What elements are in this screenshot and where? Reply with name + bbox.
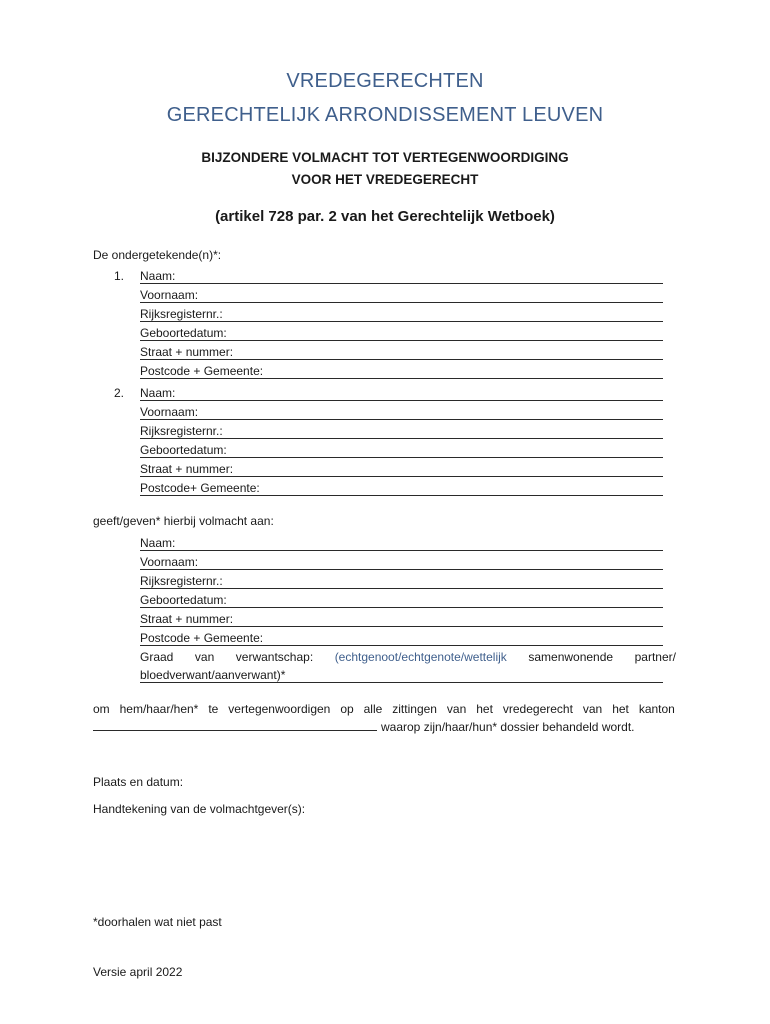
person-1-birthdate-row bbox=[140, 326, 663, 342]
representation-word: van bbox=[446, 702, 467, 716]
representation-word: te bbox=[208, 702, 219, 716]
person-1-firstname-row bbox=[140, 288, 663, 304]
representation-line2 bbox=[93, 720, 635, 734]
relationship-word: partner/ bbox=[634, 650, 676, 664]
field-label: Voornaam: bbox=[140, 405, 202, 419]
field-label: Naam: bbox=[140, 386, 179, 400]
proxy-registry-row bbox=[140, 574, 663, 590]
court-title: VREDEGERECHTEN bbox=[286, 70, 484, 92]
legal-article-reference: (artikel 728 par. 2 van het Gerechtelijk Wetboek) bbox=[215, 208, 555, 225]
place-date-label: Plaats en datum: bbox=[93, 775, 184, 789]
canton-field[interactable] bbox=[93, 720, 377, 731]
relationship-word: van bbox=[194, 650, 215, 664]
proxy-name-row bbox=[140, 536, 663, 552]
field-label: Geboortedatum: bbox=[140, 443, 231, 457]
proxy-postcode-row bbox=[140, 631, 663, 647]
field-label: Straat + nummer: bbox=[140, 345, 237, 359]
representation-word: alle bbox=[363, 702, 383, 716]
person-2-registry-row bbox=[140, 424, 663, 440]
field-label: Rijksregisternr.: bbox=[140, 574, 227, 588]
representation-word: van bbox=[582, 702, 603, 716]
registry-number-field[interactable] bbox=[140, 588, 663, 589]
relationship-word: Graad bbox=[140, 650, 174, 664]
undersigned-intro: De ondergetekende(n)*: bbox=[93, 248, 222, 262]
proxy-intro: geeft/geven* hierbij volmacht aan: bbox=[93, 514, 274, 528]
birthdate-field[interactable] bbox=[140, 340, 663, 341]
firstname-field[interactable] bbox=[140, 569, 663, 570]
postcode-field[interactable] bbox=[140, 495, 663, 496]
representation-word: zittingen bbox=[392, 702, 437, 716]
field-label: Postcode + Gemeente: bbox=[140, 631, 267, 645]
field-label: Straat + nummer: bbox=[140, 612, 237, 626]
firstname-field[interactable] bbox=[140, 302, 663, 303]
field-label: Naam: bbox=[140, 269, 179, 283]
firstname-field[interactable] bbox=[140, 419, 663, 420]
birthdate-field[interactable] bbox=[140, 607, 663, 608]
field-label: Postcode + Gemeente: bbox=[140, 364, 267, 378]
representation-word: het bbox=[476, 702, 493, 716]
field-label: Straat + nummer: bbox=[140, 462, 237, 476]
representation-word: vredegerecht bbox=[502, 702, 573, 716]
field-label: Rijksregisternr.: bbox=[140, 307, 227, 321]
relationship-word: verwantschap: bbox=[235, 650, 314, 664]
document-subtitle-line1: BIJZONDERE VOLMACHT TOT VERTEGENWOORDIGING bbox=[201, 150, 569, 165]
representation-tail: waarop zijn/haar/hun* dossier behandeld wordt. bbox=[381, 720, 635, 734]
person-2-name-row bbox=[114, 386, 663, 402]
relationship-line bbox=[140, 650, 676, 664]
representation-word: vertegenwoordigen bbox=[228, 702, 331, 716]
signature-label: Handtekening van de volmachtgever(s): bbox=[93, 802, 306, 816]
person-number: 1. bbox=[114, 269, 125, 283]
person-1-registry-row bbox=[140, 307, 663, 323]
district-title: GERECHTELIJK ARRONDISSEMENT LEUVEN bbox=[166, 104, 604, 126]
name-field[interactable] bbox=[140, 283, 663, 284]
postcode-field[interactable] bbox=[140, 378, 663, 379]
name-field[interactable] bbox=[140, 400, 663, 401]
birthdate-field[interactable] bbox=[140, 457, 663, 458]
representation-word: om bbox=[93, 702, 110, 716]
representation-word: het bbox=[612, 702, 629, 716]
representation-word: kanton bbox=[638, 702, 675, 716]
version-label: Versie april 2022 bbox=[93, 965, 183, 979]
postcode-field[interactable] bbox=[140, 645, 663, 646]
relationship-line2 bbox=[140, 668, 663, 684]
field-label: Voornaam: bbox=[140, 555, 202, 569]
registry-number-field[interactable] bbox=[140, 438, 663, 439]
person-2-firstname-row bbox=[140, 405, 663, 421]
relationship-continuation: bloedverwant/aanverwant)* bbox=[140, 668, 289, 682]
field-label: Postcode+ Gemeente: bbox=[140, 481, 264, 495]
person-2-street-row bbox=[140, 462, 663, 478]
field-label: Rijksregisternr.: bbox=[140, 424, 227, 438]
field-label: Geboortedatum: bbox=[140, 326, 231, 340]
field-label: Voornaam: bbox=[140, 288, 202, 302]
person-2-postcode-row bbox=[140, 481, 663, 497]
proxy-firstname-row bbox=[140, 555, 663, 571]
relationship-options[interactable]: (echtgenoot/echtgenote/wettelijk bbox=[334, 650, 507, 664]
person-number: 2. bbox=[114, 386, 125, 400]
street-field[interactable] bbox=[140, 626, 663, 627]
relationship-field[interactable] bbox=[140, 682, 663, 683]
street-field[interactable] bbox=[140, 476, 663, 477]
proxy-street-row bbox=[140, 612, 663, 628]
field-label: Naam: bbox=[140, 536, 179, 550]
document-subtitle-line2: VOOR HET VREDEGERECHT bbox=[291, 172, 479, 187]
street-field[interactable] bbox=[140, 359, 663, 360]
strike-note: *doorhalen wat niet past bbox=[93, 915, 222, 929]
name-field[interactable] bbox=[140, 550, 663, 551]
relationship-word: samenwonende bbox=[528, 650, 614, 664]
representation-word: hem/haar/hen* bbox=[119, 702, 199, 716]
representation-word: op bbox=[340, 702, 354, 716]
person-1-name-row bbox=[114, 269, 663, 285]
field-label: Geboortedatum: bbox=[140, 593, 231, 607]
person-1-street-row bbox=[140, 345, 663, 361]
person-1-postcode-row bbox=[140, 364, 663, 380]
registry-number-field[interactable] bbox=[140, 321, 663, 322]
person-2-birthdate-row bbox=[140, 443, 663, 459]
proxy-birthdate-row bbox=[140, 593, 663, 609]
representation-line1 bbox=[93, 702, 675, 716]
